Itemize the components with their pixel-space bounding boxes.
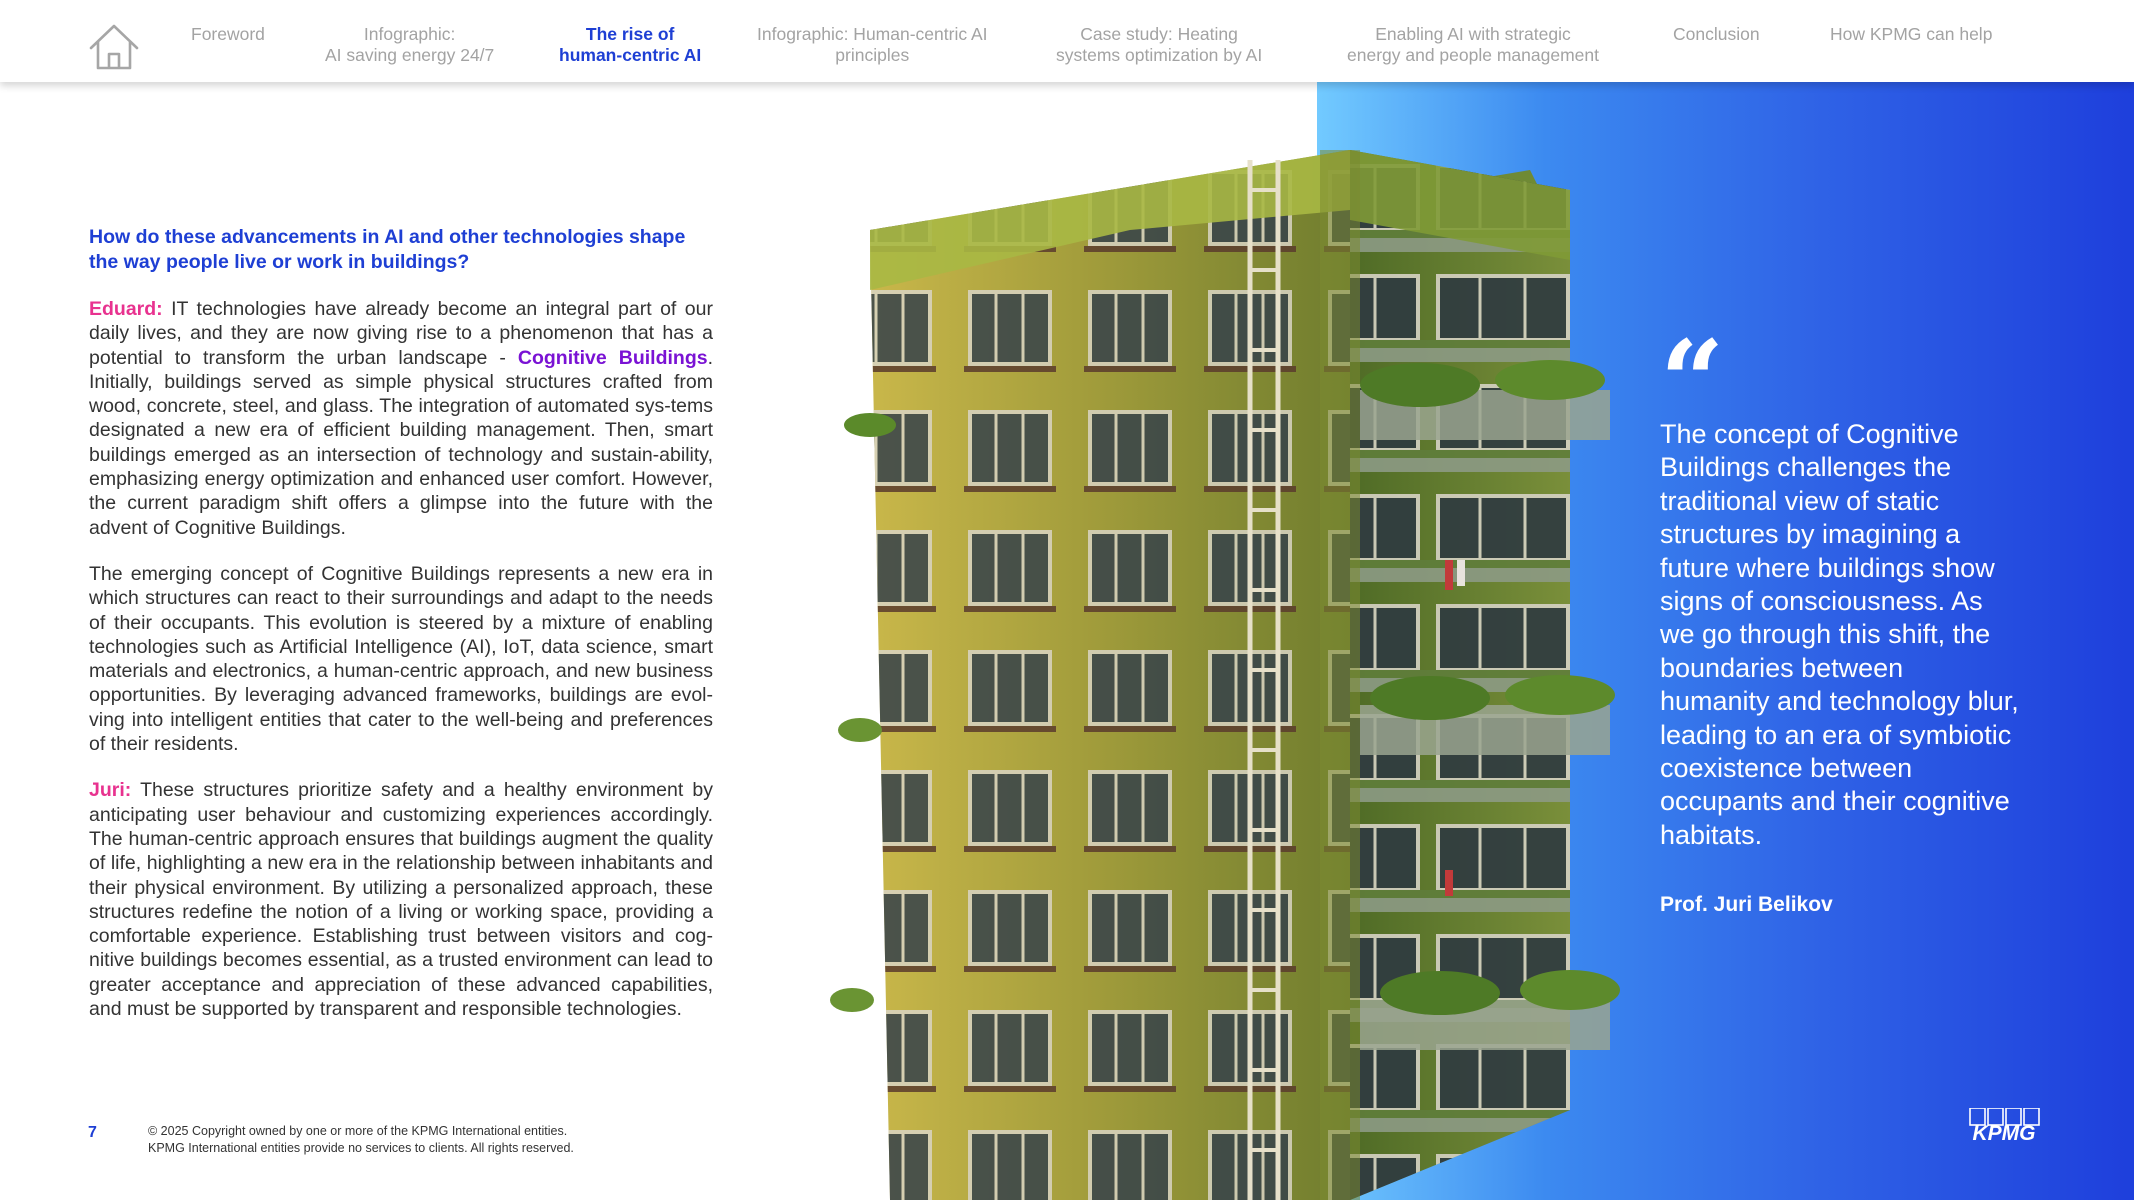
pull-quote-text: The concept of Cognitive Buildings challenges the traditional view of static structures by imagining a future where buildings show signs of consciousness. As we go through this shift, the boundaries between humanity and technology blur, leading to an era of symbiotic coexistence between occupants and their cognitive habitats. [1660, 419, 2019, 850]
nav-item-line2: energy and people management [1347, 45, 1599, 65]
nav-item-conclusion[interactable] [1673, 24, 1760, 45]
nav-item-line1: Infographic: [363, 24, 456, 44]
highlighted-term: Cognitive Buildings [517, 346, 708, 369]
nav-item-line2: human-centric AI [559, 45, 702, 65]
quote-author: Prof. Juri Belikov [1660, 893, 1833, 916]
nav-item-enabling-ai[interactable] [1347, 24, 1599, 66]
article-question: How do these advancements in AI and other technologies shape the way people live or work in buildings? [89, 226, 686, 273]
article-paragraph-cognitive-buildings: The emerging concept of Cognitive Buildings represents a new era in which structures can react to their surroundings and adapt to the needs of their occupants. This evolution is steered by a mixture of enabling technologies such as Artificial Intelligence (AI), IoT, data science, smart materials and electronics, a human-centric approach, and new business opportunities. By leveraging advanced frameworks, buildings are evol-ving into intelligent entities that cater to the well-being and preferences of their residents. [89, 562, 713, 756]
nav-item-infographic-principles[interactable] [757, 24, 988, 66]
nav-item-foreword[interactable] [191, 24, 265, 45]
nav-item-rise-of-human-centric-ai[interactable] [559, 24, 701, 66]
nav-item-line2: How KPMG can help [1830, 24, 1993, 44]
article-paragraph-juri [89, 778, 713, 1021]
copyright-line: KPMG International entities provide no services to clients. All rights reserved. [148, 1140, 574, 1155]
paragraph-text: . Initially, buildings served as simple physical structures crafted from wood, concrete, steel, and glass. The integration of automated sys-tems designated a new era of efficient building management. Then, smart buildings emerged as an intersection of technology and sustain-ability, emphasizing energy optimization and enhanced user comfort. However, the current paradigm shift offers a glimpse into the future with the advent of Cognitive Buildings. [89, 346, 713, 539]
article-paragraph-eduard [89, 297, 713, 540]
nav-item-infographic-ai-saving-energy[interactable] [325, 24, 494, 66]
article-column [89, 225, 713, 1021]
quote-mark-icon: “ [1660, 317, 1725, 448]
copyright-line: © 2025 Copyright owned by one or more of the KPMG International entities. [148, 1124, 568, 1138]
paragraph-text: IT technologies have already become an integral part of our daily lives, and they are now giving rise to a phenomenon that has a potential to transform the urban landscape - [89, 298, 713, 369]
kpmg-logo [1964, 1108, 2046, 1142]
nav-item-line2: Conclusion [1673, 24, 1760, 44]
green-building-image [830, 150, 1620, 1200]
nav-item-line2: AI saving energy 24/7 [325, 45, 495, 65]
copyright-notice [148, 1123, 574, 1156]
nav-item-line2: Foreword [191, 24, 265, 44]
nav-item-line1: Case study: Heating [1080, 24, 1238, 44]
nav-item-how-kpmg-can-help[interactable] [1830, 24, 1992, 45]
nav-item-case-study-heating[interactable] [1056, 24, 1262, 66]
paragraph-text: These structures prioritize safety and a healthy environment by anticipating user behaviour and customizing experiences accordingly. The human-centric approach ensures that buildings augment the quality of life, highlighting a new era in the relationship between inhabitants and their physical environment. By utilizing a personalized approach, these structures redefine the notion of a living or working space, providing a comfortable experience. Establishing trust between visitors and cog-nitive buildings becomes essential, as a trusted environment can lead to greater acceptance and appreciation of these advanced capabilities, and must be supported by transparent and responsible technologies. [89, 779, 713, 1021]
nav-item-line1: Enabling AI with strategic [1375, 24, 1571, 44]
page-number: 7 [88, 1124, 97, 1141]
speaker-label: Eduard: [89, 298, 163, 320]
nav-item-line1: Infographic: Human-centric AI [757, 24, 988, 44]
speaker-label: Juri: [89, 779, 132, 802]
nav-item-line2: principles [835, 45, 910, 65]
nav-item-line1: The rise of [585, 24, 675, 44]
kpmg-logo-text: KPMG [1972, 1122, 2036, 1142]
nav-item-line2: systems optimization by AI [1056, 45, 1263, 65]
top-navigation [0, 0, 2134, 82]
home-icon[interactable] [88, 23, 140, 71]
